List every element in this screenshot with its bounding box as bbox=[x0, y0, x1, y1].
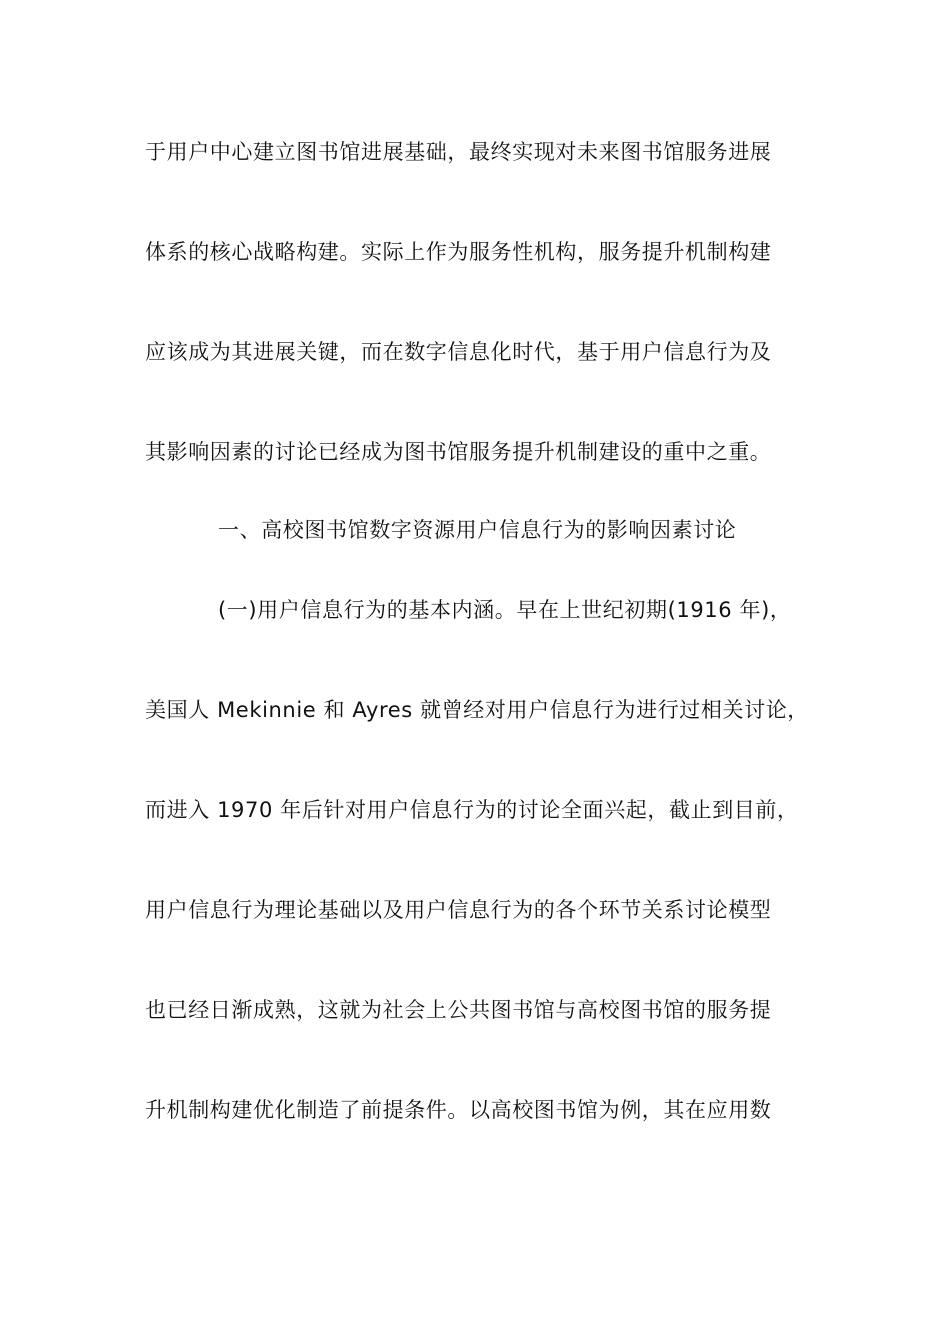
paragraph-line: 应该成为其进展关键，而在数字信息化时代，基于用户信息行为及 bbox=[145, 340, 772, 364]
paragraph-line: 美国人 Mekinnie 和 Ayres 就曾经对用户信息行为进行过相关讨论， bbox=[145, 698, 809, 722]
paragraph-line: 体系的核心战略构建。实际上作为服务性机构，服务提升机制构建 bbox=[145, 240, 772, 264]
paragraph-line: 也已经日渐成熟，这就为社会上公共图书馆与高校图书馆的服务提 bbox=[145, 998, 772, 1022]
subsection-first-line: (一)用户信息行为的基本内涵。早在上世纪初期(1916 年)， bbox=[218, 598, 792, 622]
section-heading: 一、高校图书馆数字资源用户信息行为的影响因素讨论 bbox=[218, 518, 737, 542]
paragraph-line: 升机制构建优化制造了前提条件。以高校图书馆为例，其在应用数 bbox=[145, 1098, 772, 1122]
paragraph-line: 而进入 1970 年后针对用户信息行为的讨论全面兴起，截止到目前， bbox=[145, 798, 799, 822]
paragraph-line: 其影响因素的讨论已经成为图书馆服务提升机制建设的重中之重。 bbox=[145, 440, 772, 464]
paragraph-line: 用户信息行为理论基础以及用户信息行为的各个环节关系讨论模型 bbox=[145, 898, 772, 922]
paragraph-line: 于用户中心建立图书馆进展基础，最终实现对未来图书馆服务进展 bbox=[145, 140, 772, 164]
